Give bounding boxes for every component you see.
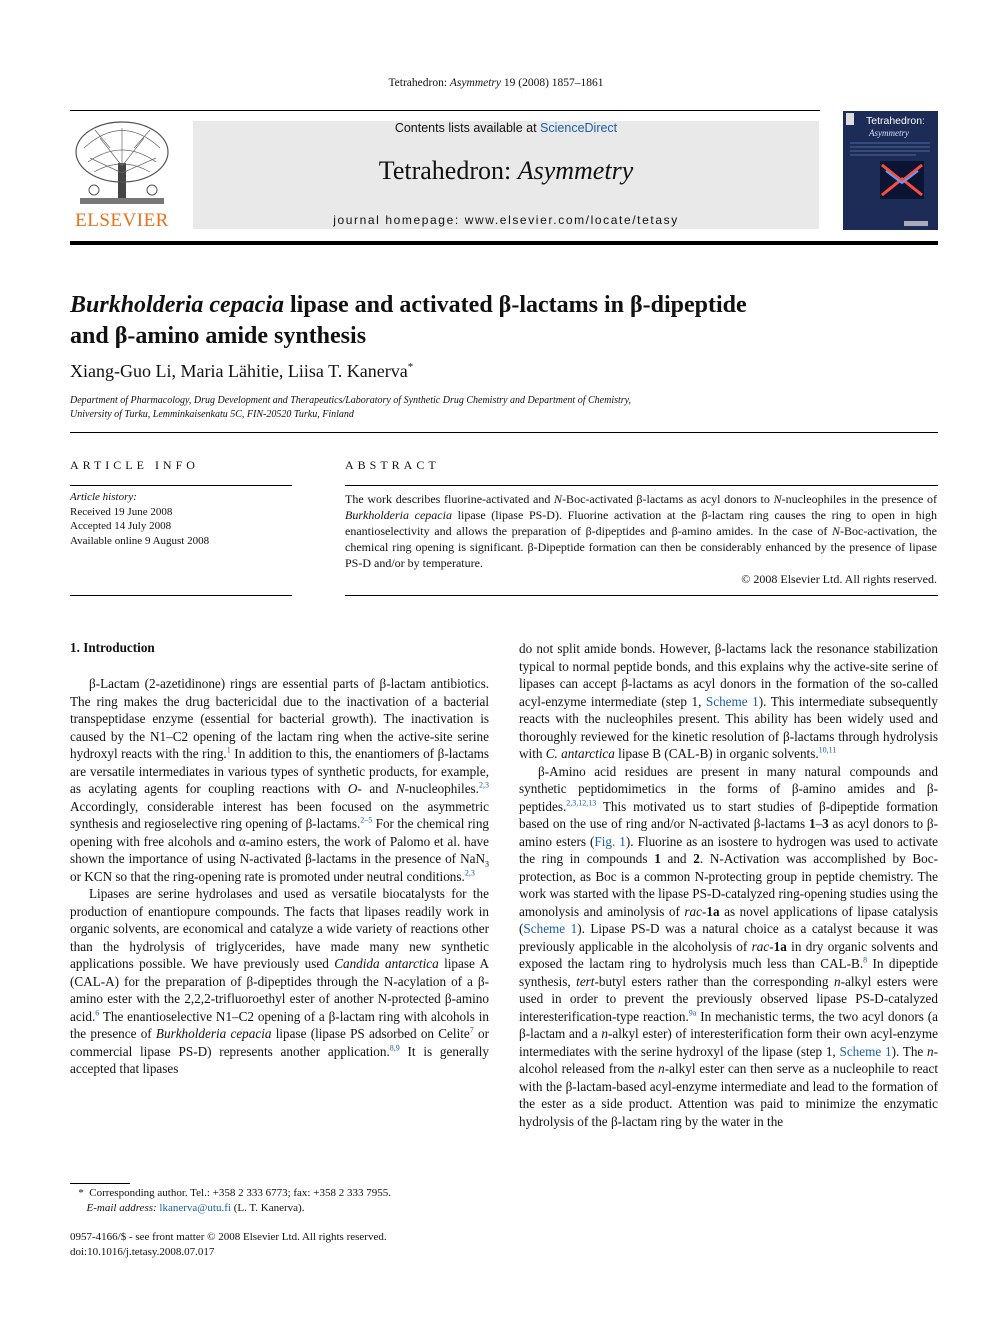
sciencedirect-link[interactable]: ScienceDirect (540, 121, 618, 135)
corresponding-author-footnote: * Corresponding author. Tel.: +358 2 333 6773; fax: +358 2 333 7955. E-mail address: lkanerva@utu.fi (L. T. Kanerva). (78, 1187, 391, 1214)
footnote-rule (70, 1183, 130, 1184)
elsevier-wordmark: ELSEVIER (75, 210, 169, 231)
section-heading: 1. Introduction (70, 640, 155, 655)
article-info-heading: ARTICLE INFO (70, 458, 199, 472)
abstract-bottom-rule (345, 595, 938, 596)
abstract-heading: ABSTRACT (345, 458, 440, 472)
abstract-text: The work describes fluorine-activated and N-Boc-activated β-lactams as acyl donors to N-nucleophiles in the presence of Burkholderia cepacia lipase (lipase PS-D). Fluorine activation at the β-lactam ring causes the ring to open in high enantioselectivity and allows the preparation of β-dipeptides and β-amino amides. In the case of N-Boc-activation, the chemical ring opening is significant. β-Dipeptide formation can then be considerably enhanced by the presence of lipase PS-D and/or by temperature. © 2008 Elsevier Ltd. All rights reserved. (345, 492, 938, 586)
article-history: Article history: Received 19 June 2008 Accepted 14 July 2008 Available online 9 August 2008 (70, 491, 210, 547)
journal-homepage-link[interactable]: journal homepage: www.elsevier.com/locate/tetasy (333, 213, 679, 227)
copyright-line: © 2008 Elsevier Ltd. All rights reserved. (741, 572, 937, 586)
body-column-left: β-Lactam (2-azetidinone) rings are essential parts of β-lactam antibiotics. The ring makes the drug bactericidal due to the inactivation of a bacterial transpeptidase enzyme (essential for bacterial growth). The inactivation is caused by the N1–C2 opening of the lactam ring when the active-site serine hydroxyl reacts with the ring.$^1$ In addition to this, the enantiomers of β-lactams are versatile intermediates in various types of synthetic products, for example, as acylating agents for coupling reactions with O- and N-nucleophiles.$^{2,3}$ Accordingly, considerable interest has been focused on the asymmetric synthesis and regioselective ring opening of β-lactams.$^{2-5}$ For the chemical ring opening with free alcohols and α-amino esters, the work of Palomo et al. have shown the importance of using N-activated β-lactams in the presence of NaN$_3$ or KCN so that the ring-opening rate is promoted under neutral conditions.$^{2,3}$ Lipases are serine hydrolases and used as versatile biocatalysts for the production of enantiopure compounds. The facts that lipases readily work in organic solvents, are economical and catalyze a wide variety of reactions other than the hydrolysis of triglycerides, have made many new synthetic applications possible. We have previously used Candida antarctica lipase A (CAL-A) for the preparation of β-dipeptides through the N-acylation of a β-amino ester with the 2,2,2-trifluoroethyl ester of another N-protected β-amino acid.$^6$ The enantioselective N1–C2 opening of a β-lactam ring with alcohols in the presence of Burkholderia cepacia lipase (lipase PS adsorbed on Celite$^7$ or commercial lipase PS-D) represents another application.$^{8,9}$ It is generally accepted that lipases (70, 676, 490, 1076)
journal-name: Tetrahedron: Asymmetry (378, 156, 634, 185)
body-column-right: do not split amide bonds. However, β-lactams lack the resonance stabilization typical to normal peptide bonds, and this explains why the active-site serine of lipases can accept β-lactams as acyl donors in the formation of the so-called acyl-enzyme intermediate (step 1, Scheme 1). This intermediate subsequently reacts with the nucleophiles present. This ability has been widely used and thoroughly reviewed for the kinetic resolution of β-lactams through hydrolysis with C. antarctica lipase B (CAL-B) in organic solvents.$^{10,11}$ β-Amino acid residues are present in many natural compounds and synthetic peptidomimetics in the forms of β-amino amides and β-peptides.$^{2,3,12,13}$ This motivated us to start studies of β-dipeptide formation based on the use of ring and/or N-activated β-lactams 1–3 as acyl donors to β-amino esters (Fig. 1). Fluorine as an isostere to hydrogen was used to activate the ring in compounds 1 and 2. N-Activation was accomplished by Boc-protection, as Boc is a common N-protecting group in peptide chemistry. The work was started with the lipase PS-D-catalyzed ring-opening studies using the amonolysis and aminolysis of rac-1a as novel applications of lipase catalysis (Scheme 1). Lipase PS-D was a natural choice as a catalyst because it was previously applicable in the alcoholysis of rac-1a in dry organic solvents and exposed the lactam ring to hydrolysis much less than CAL-B.$^8$ In dipeptide synthesis, tert-butyl esters rather than the corresponding n-alkyl esters were used in order to prevent the previously observed lipase PS-D-catalyzed interesterification-type reaction.$^{9a}$ In mechanistic terms, the two acyl donors (a β-lactam and a n-alkyl ester) of interesterification form their own acyl-enzyme intermediates with the serine hydroxyl of the lipase (step 1, Scheme 1). The n-alcohol released from the n-alkyl ester can then serve as a nucleophile to react with the β-lactam-based acyl-enzyme intermediate and lead to the formation of the ester as a side product. Attention was paid to minimize the enzymatic hydrolysis of the β-lactam ring by the water in the (519, 641, 939, 1129)
article-info-rule (70, 485, 292, 486)
divider-rule (70, 432, 938, 433)
header-thick-rule (70, 241, 938, 245)
cover-subtitle: Asymmetry (869, 128, 909, 138)
cover-title: Tetrahedron: (866, 115, 925, 127)
article-info-bottom-rule (70, 595, 292, 596)
issn-doi: 0957-4166/$ - see front matter © 2008 Elsevier Ltd. All rights reserved. doi:10.1016/j.tetasy.2008.07.017 (70, 1231, 387, 1258)
contents-line: Contents lists available at ScienceDirect (394, 121, 618, 135)
article-title: Burkholderia cepacia lipase and activated β-lactams in β-dipeptide and β-amino amide synthesis (70, 292, 747, 349)
abstract-rule (345, 485, 938, 486)
journal-citation: Tetrahedron: Asymmetry 19 (2008) 1857–1861 (388, 77, 604, 89)
cover-artwork (846, 113, 935, 229)
affiliation: Department of Pharmacology, Drug Development and Therapeutics/Laboratory of Synthetic Drug Chemistry and Department of Chemistry, University of Turku, Lemminkaisenkatu 5C, FIN-20520 Turku, Finland (70, 395, 632, 420)
author-list: Xiang-Guo Li, Maria Lähitie, Liisa T. Kanerva* (70, 361, 414, 381)
header-top-rule (70, 110, 820, 111)
elsevier-tree-logo (70, 118, 174, 210)
email-link[interactable]: lkanerva@utu.fi (159, 1201, 231, 1214)
